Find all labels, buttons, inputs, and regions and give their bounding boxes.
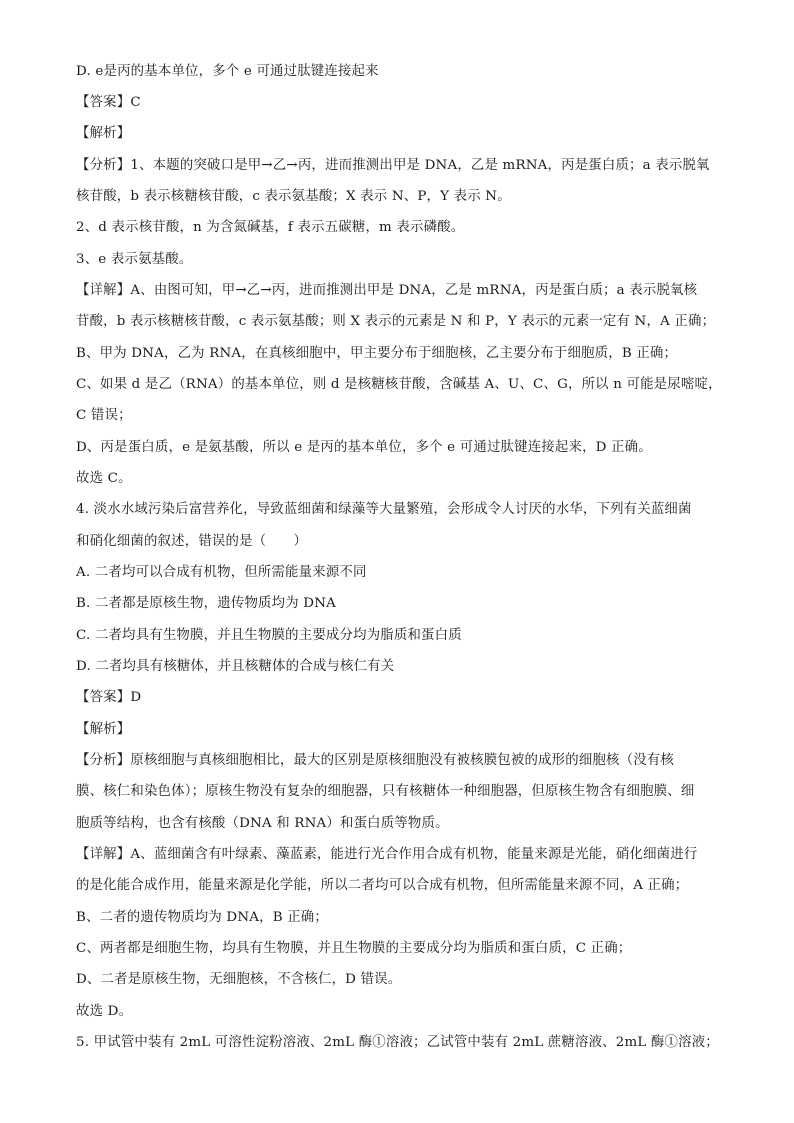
option-c-q4: C. 二者均具有生物膜，并且生物膜的主要成分均为脂质和蛋白质 [76,628,462,643]
analysis-text: 膜、核仁和染色体）；原核生物没有复杂的细胞器，只有核糖体一种细胞器，但原核生物含有细胞膜、细 [76,784,695,799]
explanation-text: 的是化能合成作用，能量来源是化学能，所以二者均可以合成有机物，但所需能量来源不同，A 正确； [76,878,689,893]
analysis-text: 3、e 表示氨基酸。 [76,252,193,267]
answer-q3: 【答案】C [76,95,141,110]
explanation-text: D、丙是蛋白质，e 是氨基酸，所以 e 是丙的基本单位，多个 e 可通过肽键连接起来，D 正确。 [76,440,652,455]
explanation-text: 苷酸，b 表示核糖核苷酸，c 表示氨基酸；则 X 表示的元素是 N 和 P，Y 表示的元素一定有 N，A 正确； [76,314,716,329]
explanation-text: C 错误； [76,408,132,423]
answer-q4: 【答案】D [76,690,142,705]
conclusion-q3: 故选 C。 [76,471,132,486]
option-a-q4: A. 二者均可以合成有机物，但所需能量来源不同 [76,565,367,580]
explanation-text: C、如果 d 是乙（RNA）的基本单位，则 d 是核糖核苷酸，含碱基 A、U、C、G，所以 n 可能是尿嘧啶， [76,377,722,392]
analysis-text: 【分析】1、本题的突破口是甲→乙→丙，进而推测出甲是 DNA，乙是 mRNA，丙是蛋白质；a 表示脱氧 [76,158,710,173]
analysis-heading-q4: 【解析】 [76,722,131,737]
explanation-text: D、二者是原核生物，无细胞核，不含核仁，D 错误。 [76,972,402,987]
option-d-q3: D. e是丙的基本单位，多个 e 可通过肽键连接起来 [76,64,379,79]
option-b-q4: B. 二者都是原核生物，遗传物质均为 DNA [76,596,336,611]
explanation-text: B、甲为 DNA，乙为 RNA，在真核细胞中，甲主要分布于细胞核，乙主要分布于细胞质，B 正确； [76,346,678,361]
explanation-text: C、两者都是细胞生物，均具有生物膜，并且生物膜的主要成分均为脂质和蛋白质，C 正确； [76,941,632,956]
analysis-text: 核苷酸，b 表示核糖核苷酸，c 表示氨基酸；X 表示 N、P，Y 表示 N。 [76,189,511,204]
question-4-stem: 和硝化细菌的叙述，错误的是（ ） [76,534,308,549]
explanation-text: B、二者的遗传物质均为 DNA，B 正确； [76,910,328,925]
analysis-text: 【分析】原核细胞与真核细胞相比，最大的区别是原核细胞没有被核膜包被的成形的细胞核（没有核 [76,753,674,768]
analysis-heading-q3: 【解析】 [76,126,131,141]
question-4-stem: 4. 淡水水域污染后富营养化，导致蓝细菌和绿藻等大量繁殖，会形成令人讨厌的水华，下列有关蓝细菌 [76,502,692,517]
option-d-q4: D. 二者均具有核糖体，并且核糖体的合成与核仁有关 [76,659,395,674]
analysis-text: 胞质等结构，也含有核酸（DNA 和 RNA）和蛋白质等物质。 [76,816,449,831]
conclusion-q4: 故选 D。 [76,1004,133,1019]
explanation-text: 【详解】A、由图可知，甲→乙→丙，进而推测出甲是 DNA，乙是 mRNA，丙是蛋白质；a 表示脱氧核 [76,283,698,298]
analysis-text: 2、d 表示核苷酸，n 为含氮碱基，f 表示五碳糖，m 表示磷酸。 [76,220,465,235]
question-5-stem: 5. 甲试管中装有 2mL 可溶性淀粉溶液、2mL 酶①溶液；乙试管中装有 2mL 蔗糖溶液、2mL 酶①溶液； [76,1035,719,1050]
explanation-text: 【详解】A、蓝细菌含有叶绿素、藻蓝素，能进行光合作用合成有机物，能量来源是光能，硝化细菌进行 [76,847,698,862]
